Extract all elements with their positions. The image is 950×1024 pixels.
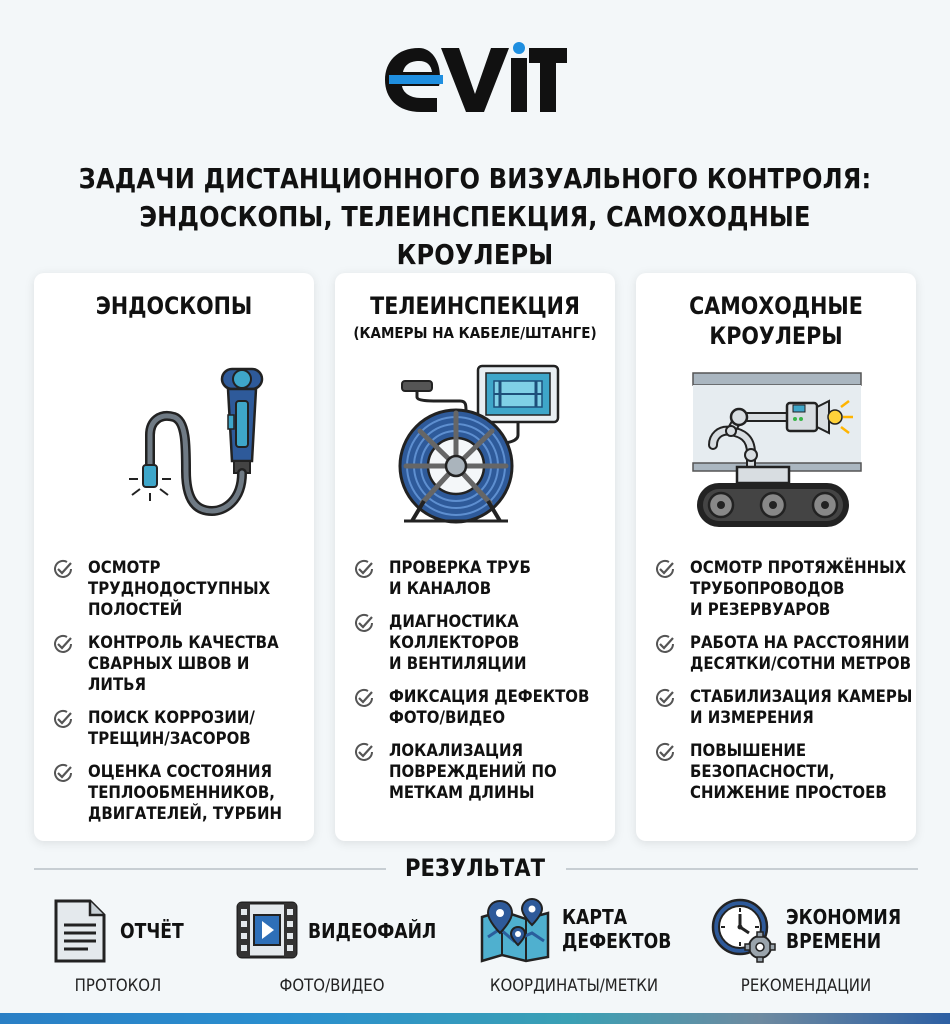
- list-item: КОНТРОЛЬ КАЧЕСТВА СВАРНЫХ ШВОВ И ЛИТЬЯ: [52, 633, 310, 696]
- card-title: САМОХОДНЫЕ КРОУЛЕРЫ: [689, 292, 863, 350]
- result-label: ВИДЕОФАЙЛ: [308, 919, 437, 943]
- check-circle-icon: [52, 762, 74, 784]
- result-title: РЕЗУЛЬТАТ: [404, 854, 546, 882]
- card-crawlers: [636, 273, 916, 841]
- list-item: ОЦЕНКА СОСТОЯНИЯ ТЕПЛООБМЕННИКОВ, ДВИГАТЕЛЕЙ, ТУРБИН: [52, 762, 310, 825]
- list-item: ПОИСК КОРРОЗИИ/ ТРЕЩИН/ЗАСОРОВ: [52, 708, 310, 750]
- check-circle-icon: [654, 741, 676, 763]
- result-item-video: [228, 895, 458, 1005]
- check-circle-icon: [654, 687, 676, 709]
- result-caption: РЕКОМЕНДАЦИИ: [740, 976, 872, 996]
- check-circle-icon: [52, 708, 74, 730]
- list-item: ЛОКАЛИЗАЦИЯ ПОВРЕЖДЕНИЙ ПО МЕТКАМ ДЛИНЫ: [353, 741, 611, 804]
- card-title: ТЕЛЕИНСПЕКЦИЯ: [370, 292, 580, 320]
- bullet-list: [654, 558, 912, 816]
- cable-reel-camera-icon: [390, 361, 570, 526]
- check-circle-icon: [353, 687, 375, 709]
- bottom-accent-bar: [0, 1013, 950, 1024]
- result-label: ЭКОНОМИЯ ВРЕМЕНИ: [786, 905, 902, 953]
- result-caption: ПРОТОКОЛ: [74, 976, 162, 996]
- check-circle-icon: [353, 612, 375, 634]
- clock-gear-icon: [710, 897, 776, 963]
- list-item: ОСМОТР ПРОТЯЖЁННЫХ ТРУБОПРОВОДОВ И РЕЗЕРВУАРОВ: [654, 558, 912, 621]
- list-item: ПОВЫШЕНИЕ БЕЗОПАСНОСТИ, СНИЖЕНИЕ ПРОСТОЕВ: [654, 741, 912, 804]
- endoscope-icon: [124, 361, 274, 526]
- card-subtitle: (КАМЕРЫ НА КАБЕЛЕ/ШТАНГЕ): [353, 324, 597, 342]
- list-item: РАБОТА НА РАССТОЯНИИ ДЕСЯТКИ/СОТНИ МЕТРОВ: [654, 633, 912, 675]
- map-pin-icon: [480, 897, 550, 963]
- result-item-time: [700, 895, 950, 1005]
- bullet-list: [52, 558, 310, 837]
- card-endoscopes: [34, 273, 314, 841]
- result-label: КАРТА ДЕФЕКТОВ: [562, 905, 672, 953]
- video-file-icon: [236, 901, 298, 959]
- list-item: ДИАГНОСТИКА КОЛЛЕКТОРОВ И ВЕНТИЛЯЦИИ: [353, 612, 611, 675]
- result-item-map: [470, 895, 710, 1005]
- page-title: ЗАДАЧИ ДИСТАНЦИОННОГО ВИЗУАЛЬНОГО КОНТРОЛЯ: ЭНДОСКОПЫ, ТЕЛЕИНСПЕКЦИЯ, САМОХОДНЫЕ КРОУЛЕРЫ: [78, 162, 872, 271]
- card-teleinspection: [335, 273, 615, 841]
- document-icon: [52, 899, 106, 963]
- list-item: СТАБИЛИЗАЦИЯ КАМЕРЫ И ИЗМЕРЕНИЯ: [654, 687, 912, 729]
- card-title: ЭНДОСКОПЫ: [95, 292, 253, 320]
- check-circle-icon: [654, 558, 676, 580]
- bullet-list: [353, 558, 611, 816]
- crawler-robot-icon: [691, 367, 863, 532]
- check-circle-icon: [353, 741, 375, 763]
- result-label: ОТЧЁТ: [120, 919, 184, 943]
- evit-logo: [383, 42, 567, 114]
- list-item: ПРОВЕРКА ТРУБ И КАНАЛОВ: [353, 558, 611, 600]
- result-caption: ФОТО/ВИДЕО: [279, 976, 385, 996]
- list-item: ОСМОТР ТРУДНОДОСТУПНЫХ ПОЛОСТЕЙ: [52, 558, 310, 621]
- check-circle-icon: [52, 558, 74, 580]
- list-item: ФИКСАЦИЯ ДЕФЕКТОВ ФОТО/ВИДЕО: [353, 687, 611, 729]
- check-circle-icon: [654, 633, 676, 655]
- result-item-report: [0, 895, 240, 1005]
- check-circle-icon: [52, 633, 74, 655]
- check-circle-icon: [353, 558, 375, 580]
- result-caption: КООРДИНАТЫ/МЕТКИ: [489, 976, 659, 996]
